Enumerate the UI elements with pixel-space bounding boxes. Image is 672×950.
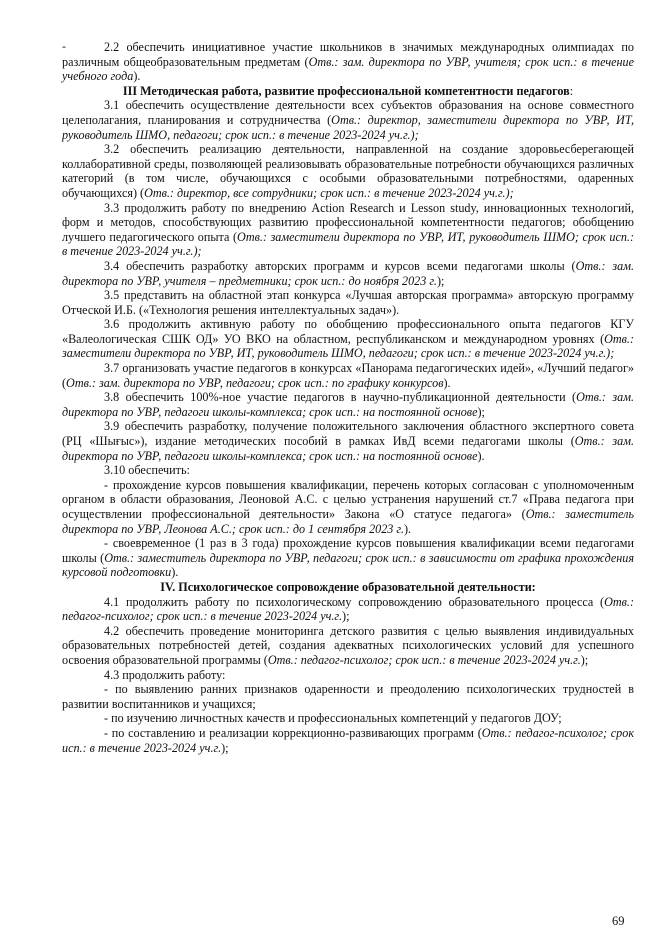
paragraph-4-1: 4.1 продолжить работу по психологическому сопровождению образовательного процесса (Отв.: педагог-психолог; срок исп.: в течение 2023-2024 уч.г.);	[62, 594, 634, 624]
paragraph-3-3: 3.3 продолжить работу по внедрению Action Research и Lesson study, инновационных технологий, форм и методов, способствующих развитию профессиональной компетентности педагогов; обобщению лучшего педагогического опыта (Отв.: заместители директора по УВР, ИТ, руководитель ШМО; срок исп.: в течение 2023-2024 уч.г.);	[62, 200, 635, 259]
paragraph-4-3: 4.3 продолжить работу:	[104, 667, 226, 682]
paragraph-3-10-item-courses: - прохождение курсов повышения квалификации, перечень которых согласован с уполномоченным органом в области образования, Леоновой А.С. с целью устранения нарушений ст.7 «Права педагога при осуществлении профессиональной деятельности» Закона «О статусе педагога» (Отв.: заместитель директора по УВР, Леонова А.С.; срок исп.: до 1 сентября 2023 г.).	[62, 477, 634, 536]
paragraph-3-6: 3.6 продолжить активную работу по обобщению профессионального опыта педагогов КГУ «Валеологическая СШК ОД» УО ВКО на областном, республиканском и международном уровнях (Отв.: заместители директора по УВР, ИТ, руководитель ШМО, педагоги; срок исп.: в течение 2023-2024 уч.г.);	[62, 317, 634, 361]
paragraph-2-2: 2.2 обеспечить инициативное участие школьников в значимых международных олимпиадах по различным общеобразовательным предметам (Отв.: зам. директора по УВР, учителя; срок исп.: в течение учебного года).	[62, 40, 634, 84]
top-dash-mark: -	[62, 39, 66, 53]
paragraph-4-3-item-personal-qualities: - по изучению личностных качеств и профессиональных компетенций у педагогов ДОУ;	[104, 711, 562, 726]
paragraph-3-10-item-timely-courses: - своевременное (1 раз в 3 года) прохождение курсов повышения квалификации всеми педагогами школы (Отв.: заместитель директора по УВР, педагоги; срок исп.: в зависимости от графика прохождения курсовой подготовки).	[62, 536, 634, 580]
paragraph-3-5: 3.5 представить на областной этап конкурса «Лучшая авторская программа» авторскую программу Отческой И.Б. («Технология решения интеллектуальных задач»).	[62, 288, 634, 317]
page-number: 69	[612, 914, 625, 928]
paragraph-3-9: 3.9 обеспечить разработку, получение положительного заключения областного экспертного совета (РЦ «Шығыс»), издание методических пособий в рамках ИвД всеми педагогами школы (Отв.: зам. директора по УВР, педагоги школы-комплекса; срок исп.: на постоянной основе).	[62, 419, 634, 463]
paragraph-4-3-item-correctional-programs: - по составлению и реализации коррекционно-развивающих программ (Отв.: педагог-психолог; срок исп.: в течение 2023-2024 уч.г.);	[62, 725, 634, 755]
paragraph-3-7: 3.7 организовать участие педагогов в конкурсах «Панорама педагогических идей», «Лучший педагог» (Отв.: зам. директора по УВР, педагоги; срок исп.: по графику конкурсов).	[62, 361, 634, 390]
section-heading-psychological-support: IV. Психологическое сопровождение образовательной деятельности:	[160, 579, 536, 594]
document-body	[62, 40, 634, 755]
paragraph-3-1: 3.1 обеспечить осуществление деятельности всех субъектов образования на основе совместного целеполагания, планирования и сотрудничества (Отв.: директор, заместители директора по УВР, ИТ, руководитель ШМО, педагоги; срок исп.: в течение 2023-2024 уч.г.);	[62, 98, 635, 142]
paragraph-4-3-item-giftedness: - по выявлению ранних признаков одаренности и преодолению психологических трудностей в развитии воспитанников и учащихся;	[62, 682, 634, 711]
paragraph-3-4: 3.4 обеспечить разработку авторских программ и курсов всеми педагогами школы (Отв.: зам. директора по УВР, учителя – предметники; срок исп.: до ноября 2023 г.);	[62, 258, 635, 288]
paragraph-3-8: 3.8 обеспечить 100%-ное участие педагогов в научно-публикационной деятельности (Отв.: зам. директора по УВР, педагоги школы-комплекса; срок исп.: на постоянной основе);	[62, 390, 634, 419]
paragraph-4-2: 4.2 обеспечить проведение мониторинга детского развития с целью выявления индивидуальных образовательных потребностей детей, создания адекватных психологических условий для успешного освоения образовательной программы (Отв.: педагог-психолог; срок исп.: в течение 2023-2024 уч.г.);	[62, 623, 634, 667]
section-heading-methodical-work: III Методическая работа, развитие профессиональной компетентности педагогов:	[122, 83, 574, 98]
paragraph-3-10: 3.10 обеспечить:	[104, 463, 190, 478]
paragraph-3-2: 3.2 обеспечить реализацию деятельности, направленной на создание здоровьесберегающей коллаборативной среды, позволяющей реализовывать образовательные потребности обучающихся различных категорий (в том числе, обучающихся с особыми образовательными потребностями, одаренных обучающихся) (Отв.: директор, все сотрудники; срок исп.: в течение 2023-2024 уч.г.);	[62, 142, 634, 200]
